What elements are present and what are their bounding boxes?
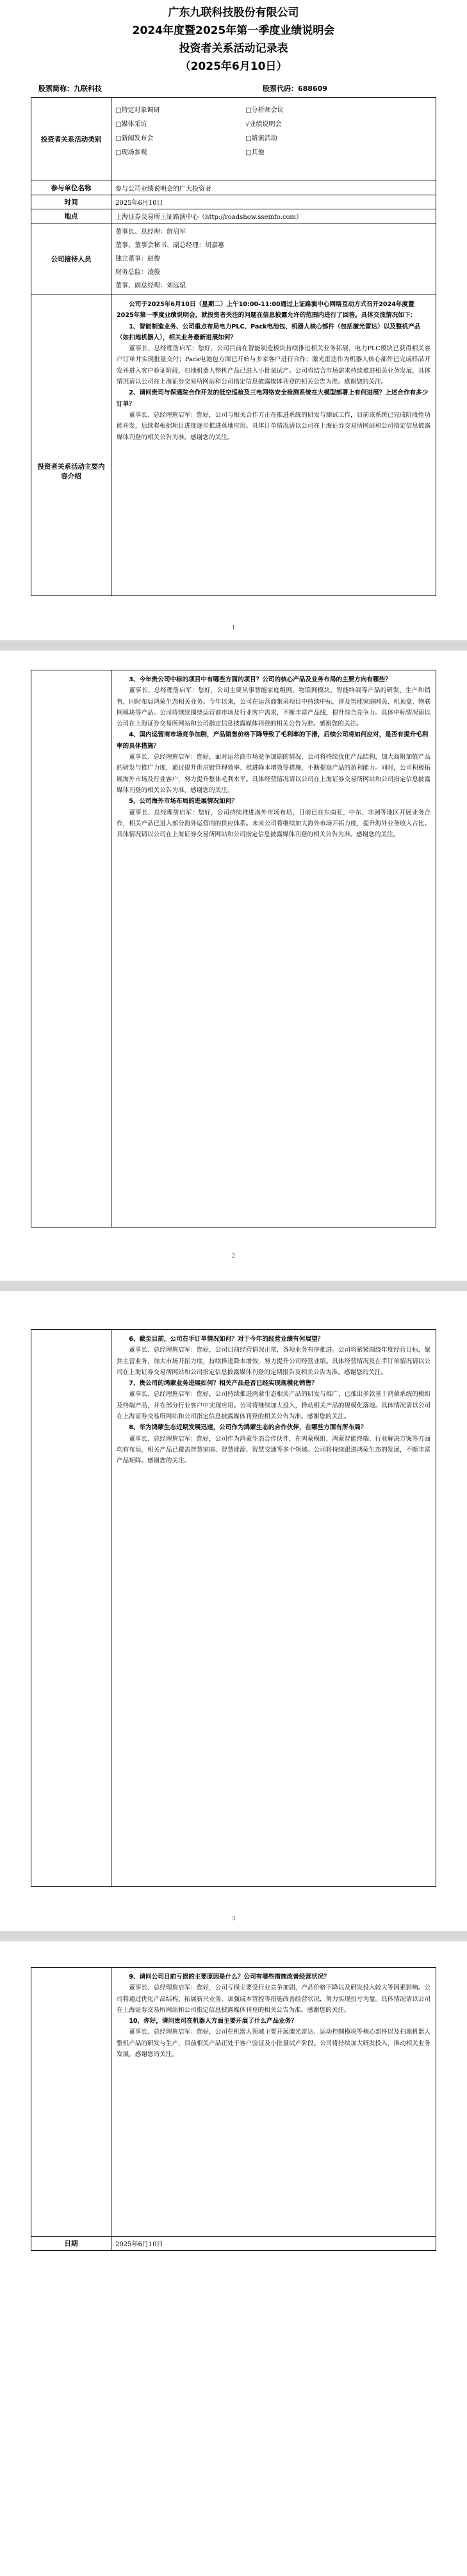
reception-list (111, 223, 436, 295)
content-label: 投资者关系活动主要内容介绍 (31, 295, 111, 596)
option-press-conference: □新闻发布会 (115, 135, 154, 142)
document-page-1 (0, 0, 467, 640)
content-cell-page1 (111, 295, 436, 596)
content-label-blank (31, 1968, 111, 2237)
answer-5: 董事长、总经理詹启军：您好，公司持续推进海外市场布局，目前已在东南亚、中东、非洲等地区开展业务合作，相关产品已进入部分海外运营商的供应体系。未来公司将继续加大海外市场开拓力度，提升海外业务收入占比。具体情况请以公司在上海证券交易所网站和公司指定信息披露媒体刊登的相关公告为准。感谢您的关注。 (117, 809, 430, 839)
reception-item: 董事、副总经理：刘远斌 (115, 282, 186, 289)
time-value: 2025年6月10日 (111, 195, 436, 209)
reception-item: 财务总监：凌俊 (115, 269, 160, 276)
record-table-continued (31, 1329, 436, 1887)
answer-4: 董事长、总经理詹启军：您好，面对运营商市场竞争加剧的情况，公司将持续优化产品结构，加大高附加值产品的研发与推广力度，通过提升供应链管理效率、推进降本增效等措施，不断提高产品的盈利能力。同时，公司积极拓展海外市场及行业客户，努力提升整体毛利水平。具体经营情况请以公司在上海证券交易所网站和公司指定信息披露媒体刊登的相关公告为准。感谢您的关注。 (117, 754, 430, 794)
content-cell-page2 (111, 670, 436, 1227)
company-title: 广东九联科技股份有限公司 (168, 6, 299, 19)
reception-label: 公司接待人员 (31, 223, 111, 295)
stock-abbr-line (38, 83, 102, 93)
answer-1: 董事长、总经理詹启军：您好，公司目前在智能制造板块持续推进相关业务拓展，电力PLC模块已获得相关客户订单并实现批量交付；Pack电池包方面已开始与多家客户进行合作；激光雷达作为机器人核心部件已完成样品开发并进入客户验证阶段，扫地机器人整机产品已进入小批量试产。公司将结合市场需求持续推进相关业务发展，具体情况请以公司在上海证券交易所网站和公司指定信息披露媒体刊登的相关公告为准。感谢您的关注。 (117, 345, 430, 386)
page-number: 2 (232, 1252, 235, 1260)
question-3: 3、今年贵公司中标的项目中有哪些方面的项目？公司的核心产品及业务布局的主要方向有哪些？ (129, 676, 391, 683)
participants-value: 参与公司业绩说明会的广大投资者 (111, 181, 436, 195)
answer-2: 董事长、总经理詹启军：您好，公司与相关合作方正在推进系统的研发与测试工作，目前该系统已完成阶段性功能开发，后续将根据项目进度逐步推进落地应用。具体订单情况请以公司在上海证券交易所网站和公司指定信息披露媒体刊登的相关公告为准。感谢您的关注。 (117, 411, 430, 441)
place-label: 地点 (31, 209, 111, 223)
question-2: 2、请问贵司与保通院合作开发的低空巡检及三电网络安全检测系统在大模型部署上有何进展？上述合作有多少订单？ (117, 389, 429, 408)
stock-abbr: 九联科技 (74, 85, 102, 93)
stock-abbr-label: 股票简称： (38, 85, 74, 93)
record-table-continued (31, 670, 436, 1227)
record-title: 投资者关系活动记录表 (179, 42, 288, 55)
date-value: 2025年6月10日 (111, 2237, 436, 2251)
question-6: 6、截至目前，公司在手订单情况如何？对于今年的经营业绩有何展望？ (129, 1336, 324, 1343)
reception-item: 董事、董事会秘书、副总经理：胡嘉惠 (115, 242, 224, 249)
page-separator (0, 1281, 467, 1291)
participants-label: 参与单位名称 (31, 181, 111, 195)
option-analyst-meeting: □分析师会议 (245, 107, 284, 114)
question-10: 10、你好，请问贵司在机器人方面主要开展了什么产品业务？ (129, 2018, 297, 2025)
stock-code: 688609 (298, 85, 327, 93)
date-label: 日期 (31, 2237, 111, 2251)
answer-6: 董事长、总经理詹启军：您好，公司目前经营情况正常，各项业务有序推进。公司将紧紧围绕年度经营目标，聚焦主营业务，加大市场开拓力度，持续推进降本增效，努力提升公司经营业绩。具体经营情况及在手订单情况请以公司在上海证券交易所网站和公司指定信息披露媒体刊登的定期报告及相关公告为准。感谢您的关注。 (117, 1347, 430, 1376)
page-number: 1 (232, 624, 235, 631)
option-site-visit: □现场参观 (115, 149, 147, 156)
reception-item: 独立董事：赵俊 (115, 255, 160, 263)
question-8: 8、华为鸿蒙生态近期发展迅速，公司作为鸿蒙生态的合作伙伴，在哪些方面有所布局？ (129, 1424, 367, 1432)
option-roadshow: □路演活动 (245, 135, 277, 142)
option-other: □其他 (245, 149, 265, 156)
answer-3: 董事长、总经理詹启军：您好，公司主要从事智能家庭组网、物联网模块、智能终端等产品的研发、生产和销售，同时布局鸿蒙生态相关业务。今年以来，公司在运营商集采项目中持续中标，涉及智能家庭网关、机顶盒、物联网模块等产品。公司将继续围绕运营商市场及行业客户需求，不断丰富产品线，提升综合竞争力。具体中标情况请以公司在上海证券交易所网站和公司指定信息披露媒体刊登的相关公告为准。感谢您的关注。 (117, 687, 430, 728)
record-table-continued (31, 1967, 436, 2251)
question-5: 5、公司海外市场布局的进展情况如何？ (129, 798, 238, 806)
content-label-blank (31, 1330, 111, 1887)
record-date: （2025年6月10日） (179, 60, 288, 73)
place-value: 上海证券交易所上证路演中心（http://roadshow.sseinfo.com） (111, 209, 436, 223)
answer-7: 董事长、总经理詹启军：您好，公司持续推进鸿蒙生态相关产品的研发与推广，已推出多款基于鸿蒙系统的模组及终端产品，并在部分行业客户中实现应用。公司将继续加大投入，推动相关产品的规模化落地。具体情况请以公司在上海证券交易所网站和公司指定信息披露媒体刊登的相关公告为准。感谢您的关注。 (117, 1391, 430, 1421)
stock-code-line (263, 83, 327, 93)
reception-item: 董事长、总经理：詹启军 (115, 229, 186, 236)
content-label-blank (31, 670, 111, 1227)
stock-code-label: 股票代码： (263, 85, 298, 93)
question-1: 1、智能制造业务、公司重点布局电力PLC、Pack电池包、机器人核心部件（包括激光雷达）以及整机产品（如扫地机器人），相关业务最新进展如何？ (117, 323, 421, 341)
question-7: 7、贵公司的鸿蒙业务进展如何？相关产品是否已经实现规模化销售？ (129, 1380, 318, 1388)
intro-paragraph: 公司于2025年6月10日（星期二）上午10:00-11:00通过上证路演中心网络互动方式召开2024年度暨2025年第一季度业绩说明会，就投资者关注的问题在信息披露允许的范围内进行了回答。具体交流情况如下： (117, 301, 417, 320)
document-page-3 (0, 1291, 467, 1931)
record-table (31, 97, 436, 596)
category-label: 投资者关系活动类别 (31, 98, 111, 181)
answer-8: 董事长、总经理詹启军：您好，公司作为鸿蒙生态合作伙伴，在鸿蒙模组、鸿蒙智能终端、行业解决方案等方面均有布局，相关产品已覆盖智慧家庭、智慧能源、智慧交通等多个领域。公司将持续跟进鸿蒙生态的发展，不断丰富产品矩阵。感谢您的关注。 (117, 1435, 430, 1465)
page-separator (0, 640, 467, 651)
content-cell-page4 (111, 1968, 436, 2237)
time-label: 时间 (31, 195, 111, 209)
content-cell-page3 (111, 1330, 436, 1887)
answer-10: 董事长、总经理詹启军：您好，公司在机器人领域主要开展激光雷达、运动控制模块等核心部件以及扫地机器人整机产品的研发与生产，目前相关产品正处于客户验证及小批量试产阶段。公司将持续加大研发投入，推动相关业务发展。感谢您的关注。 (117, 2029, 430, 2059)
document-page-2 (0, 651, 467, 1281)
page-number: 3 (232, 1915, 235, 1922)
page-separator (0, 1931, 467, 1941)
category-options (111, 98, 436, 181)
question-9: 9、请问公司目前亏损的主要原因是什么？公司有哪些措施改善经营状况？ (129, 1973, 330, 1981)
option-specific-research: □特定对象调研 (115, 107, 160, 114)
event-title: 2024年度暨2025年第一季度业绩说明会 (132, 24, 335, 37)
option-media-interview: □媒体采访 (115, 121, 147, 128)
option-results-briefing: √业绩说明会 (245, 121, 282, 128)
question-4: 4、国内运营商市场竞争加剧，产品销售价格下降导致了毛利率的下滑，后续公司将如何应对，是否有提升毛利率的具体措施？ (117, 731, 429, 750)
answer-9: 董事长、总经理詹启军：您好，公司亏损主要受行业竞争加剧、产品价格下降以及研发投入较大等因素影响。公司将通过优化产品结构、拓展新兴业务、加强成本管控等措施改善经营状况，努力实现扭亏为盈。具体情况请以公司在上海证券交易所网站和公司指定信息披露媒体刊登的相关公告为准。感谢您的关注。 (117, 1984, 430, 2014)
document-page-4 (0, 1941, 467, 2576)
